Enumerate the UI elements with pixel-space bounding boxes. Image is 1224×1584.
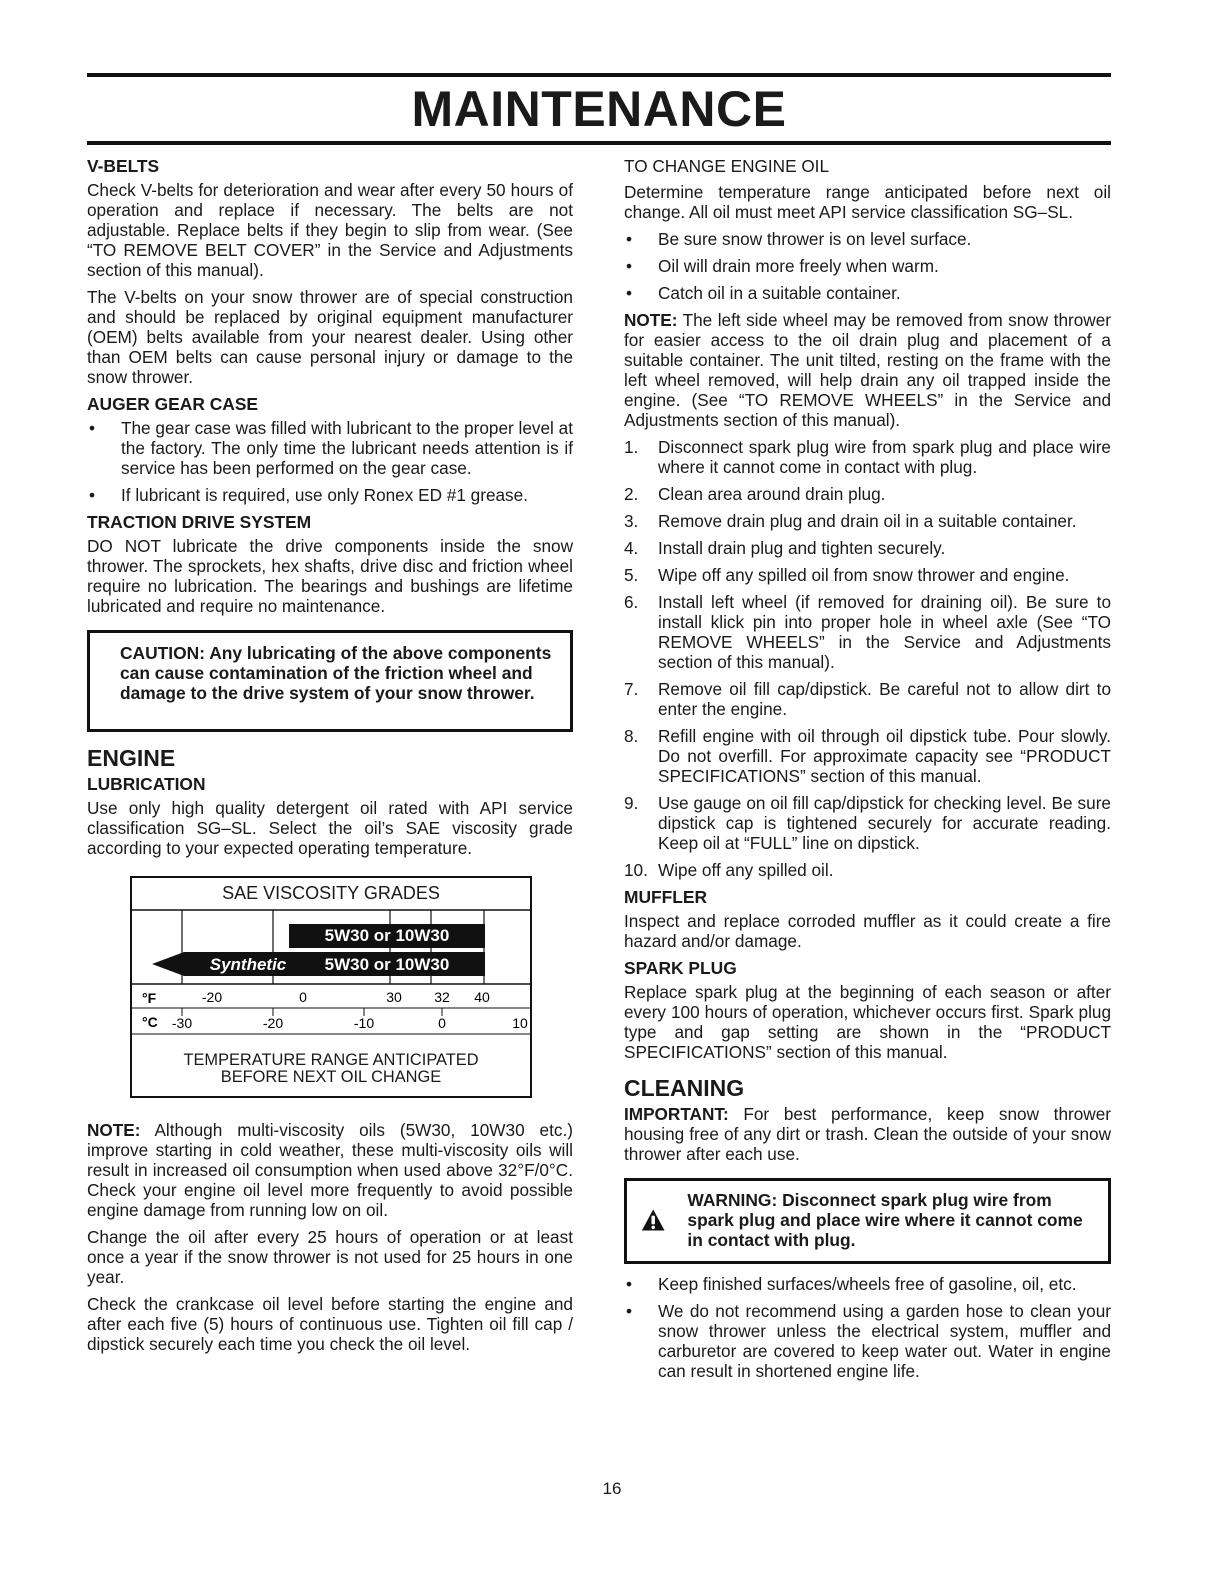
chart-caption-line-2: BEFORE NEXT OIL CHANGE (220, 1068, 442, 1086)
cleaning-bullet-list (624, 1274, 1111, 1381)
warning-text: WARNING: Disconnect spark plug wire from spark plug and place wire where it cannot come in contact with plug. (687, 1190, 1083, 1250)
c-tick: 10 (512, 1015, 528, 1031)
auger-heading: AUGER GEAR CASE (87, 394, 259, 414)
list-item: • We do not recommend using a garden hose to clean your snow thrower unless the electrical system, muffler and carburetor are covered to keep water out. Water in engine can result in shortened engine life. (624, 1301, 1111, 1381)
list-item: • The gear case was filled with lubricant to the proper level at the factory. The only time the lubricant needs attention is if service has been performed on the gear case. (87, 418, 573, 478)
step-text: Clean area around drain plug. (658, 484, 886, 504)
step-text: Use gauge on oil fill cap/dipstick for checking level. Be sure dipstick cap is tightened securely for accurate reading. Keep oil at “FULL” line on dipstick. (658, 793, 1111, 853)
chart-caption (132, 1052, 530, 1086)
step-number: 6. (624, 592, 639, 612)
c-unit: °C (142, 1014, 158, 1030)
warning-box (624, 1178, 1111, 1264)
list-item: • If lubricant is required, use only Ronex ED #1 grease. (87, 485, 573, 505)
list-item (624, 679, 1111, 719)
step-number: 5. (624, 565, 639, 585)
list-item (624, 511, 1111, 531)
list-item: • Catch oil in a suitable container. (624, 283, 1111, 303)
list-item (624, 860, 1111, 880)
check-oil-paragraph: Check the crankcase oil level before starting the engine and after each five (5) hours of continuous use. Tighten oil fill cap / dipstick securely each time you check the oil level. (87, 1294, 573, 1354)
viscosity-graphic (132, 908, 530, 1050)
list-item (624, 538, 1111, 558)
step-text: Disconnect spark plug wire from spark plug and place wire where it cannot come in contact with plug. (658, 437, 1111, 477)
note-label: NOTE: (624, 310, 678, 330)
f-tick: -20 (201, 989, 223, 1005)
auger-list (87, 418, 573, 505)
step-number: 7. (624, 679, 639, 699)
step-text: Remove drain plug and drain oil in a suitable container. (658, 511, 1077, 531)
traction-paragraph: DO NOT lubricate the drive components inside the snow thrower. The sprockets, hex shafts, drive disc and friction wheel require no lubrication. The bearings and bushings are lifetime lubricated and require no maintenance. (87, 536, 573, 616)
bar-synthetic-label: 5W30 or 10W30 (324, 955, 450, 974)
step-text: Wipe off any spilled oil from snow thrower and engine. (658, 565, 1070, 585)
caution-box: CAUTION: Any lubricating of the above components can cause contamination of the friction wheel and damage to the drive system of your snow thrower. (87, 630, 573, 732)
oil-bullet-list (624, 229, 1111, 303)
oil-change-steps (624, 437, 1111, 880)
list-item (624, 726, 1111, 786)
important-label: IMPORTANT: (624, 1104, 729, 1124)
list-item (624, 437, 1111, 477)
list-item (624, 592, 1111, 672)
step-number: 9. (624, 793, 639, 813)
spark-plug-heading: SPARK PLUG (624, 958, 737, 978)
synthetic-label: Synthetic (209, 955, 287, 974)
step-text: Wipe off any spilled oil. (658, 860, 834, 880)
wheel-note-paragraph (624, 310, 1111, 430)
step-text: Install left wheel (if removed for draining oil). Be sure to install klick pin into proper hole in wheel axle (See “TO REMOVE WHEELS” in the Service and Adjustments section of this manual). (658, 592, 1111, 672)
step-text: Refill engine with oil through oil dipstick tube. Pour slowly. Do not overfill. For approximate capacity see “PRODUCT SPECIFICATIONS” section of this manual. (658, 726, 1111, 786)
note-text: The left side wheel may be removed from snow thrower for easier access to the oil drain plug and placement of a suitable container. The unit tilted, resting on the frame with the left wheel removed, will help drain any oil trapped inside the engine. (See “TO REMOVE WHEELS” in the Service and Adjustments section of this manual). (624, 310, 1111, 430)
list-item: • Oil will drain more freely when warm. (624, 256, 1111, 276)
step-number: 8. (624, 726, 639, 746)
important-text: For best performance, keep snow thrower housing free of any dirt or trash. Clean the outside of your snow thrower after each use. (624, 1104, 1111, 1164)
list-item: • Be sure snow thrower is on level surface. (624, 229, 1111, 249)
step-number: 2. (624, 484, 639, 504)
right-column (624, 156, 1111, 1388)
f-tick: 0 (299, 989, 307, 1005)
c-tick: -20 (262, 1015, 284, 1031)
page-title: MAINTENANCE (411, 81, 787, 137)
c-tick: 0 (438, 1015, 446, 1031)
list-item (624, 793, 1111, 853)
list-item (624, 484, 1111, 504)
step-number: 3. (624, 511, 639, 531)
cleaning-heading: CLEANING (624, 1075, 745, 1101)
f-tick: 32 (434, 989, 450, 1005)
note-label: NOTE: (87, 1120, 141, 1140)
f-tick: 30 (386, 989, 402, 1005)
change-oil-paragraph: Change the oil after every 25 hours of operation or at least once a year if the snow thrower is not used for 25 hours in one year. (87, 1227, 573, 1287)
lubrication-paragraph: Use only high quality detergent oil rated with API service classification SG–SL. Select the oil’s SAE viscosity grade according to your expected operating temperature. (87, 798, 573, 858)
spark-plug-paragraph: Replace spark plug at the beginning of each season or after every 100 hours of operation, whichever occurs first. Spark plug type and gap setting are shown in the “PRODUCT SPECIFICATIONS” section of this manual. (624, 982, 1111, 1062)
oil-note-paragraph (87, 1120, 573, 1220)
note-text: Although multi-viscosity oils (5W30, 10W30 etc.) improve starting in cold weather, these multi-viscosity oils will result in increased oil consumption when used above 32°F/0°C. Check your engine oil level more frequently to avoid possible engine damage from running low on oil. (87, 1120, 573, 1220)
vbelts-paragraph-1: Check V-belts for deterioration and wear after every 50 hours of operation and replace if necessary. The belts are not adjustable. Replace belts if they begin to slip from wear. (See “TO REMOVE BELT COVER” in the Service and Adjustments section of this manual). (87, 180, 573, 280)
left-column (87, 156, 573, 1361)
step-text: Remove oil fill cap/dipstick. Be careful not to allow dirt to enter the engine. (658, 679, 1111, 719)
traction-heading: TRACTION DRIVE SYSTEM (87, 512, 312, 532)
list-item (624, 565, 1111, 585)
c-tick: -30 (171, 1015, 193, 1031)
step-number: 1. (624, 437, 639, 457)
step-text: Install drain plug and tighten securely. (658, 538, 946, 558)
change-oil-intro: Determine temperature range anticipated before next oil change. All oil must meet API service classification SG–SL. (624, 182, 1111, 222)
warning-triangle-icon (641, 1194, 665, 1246)
chart-caption-line-1: TEMPERATURE RANGE ANTICIPATED (183, 1051, 479, 1069)
muffler-heading: MUFFLER (624, 887, 708, 907)
engine-heading: ENGINE (87, 745, 176, 771)
page-number: 16 (602, 1479, 622, 1498)
bar-5w30-label: 5W30 or 10W30 (324, 926, 450, 945)
step-number: 10. (624, 860, 648, 880)
vbelts-heading: V-BELTS (87, 156, 160, 176)
f-tick: 40 (474, 989, 490, 1005)
viscosity-chart-title: SAE VISCOSITY GRADES (222, 883, 440, 903)
viscosity-chart (130, 876, 532, 1098)
top-rule (87, 73, 1111, 77)
important-paragraph (624, 1104, 1111, 1164)
lubrication-heading: LUBRICATION (87, 774, 206, 794)
list-item: • Keep finished surfaces/wheels free of gasoline, oil, etc. (624, 1274, 1111, 1294)
title-rule (87, 141, 1111, 145)
muffler-paragraph: Inspect and replace corroded muffler as it could create a fire hazard and/or damage. (624, 911, 1111, 951)
change-oil-heading: TO CHANGE ENGINE OIL (624, 156, 830, 176)
f-unit: °F (142, 990, 157, 1006)
step-number: 4. (624, 538, 639, 558)
vbelts-paragraph-2: The V-belts on your snow thrower are of special construction and should be replaced by original equipment manufacturer (OEM) belts available from your nearest dealer. Using other than OEM belts can cause personal injury or damage to the snow thrower. (87, 287, 573, 387)
c-tick: -10 (353, 1015, 375, 1031)
